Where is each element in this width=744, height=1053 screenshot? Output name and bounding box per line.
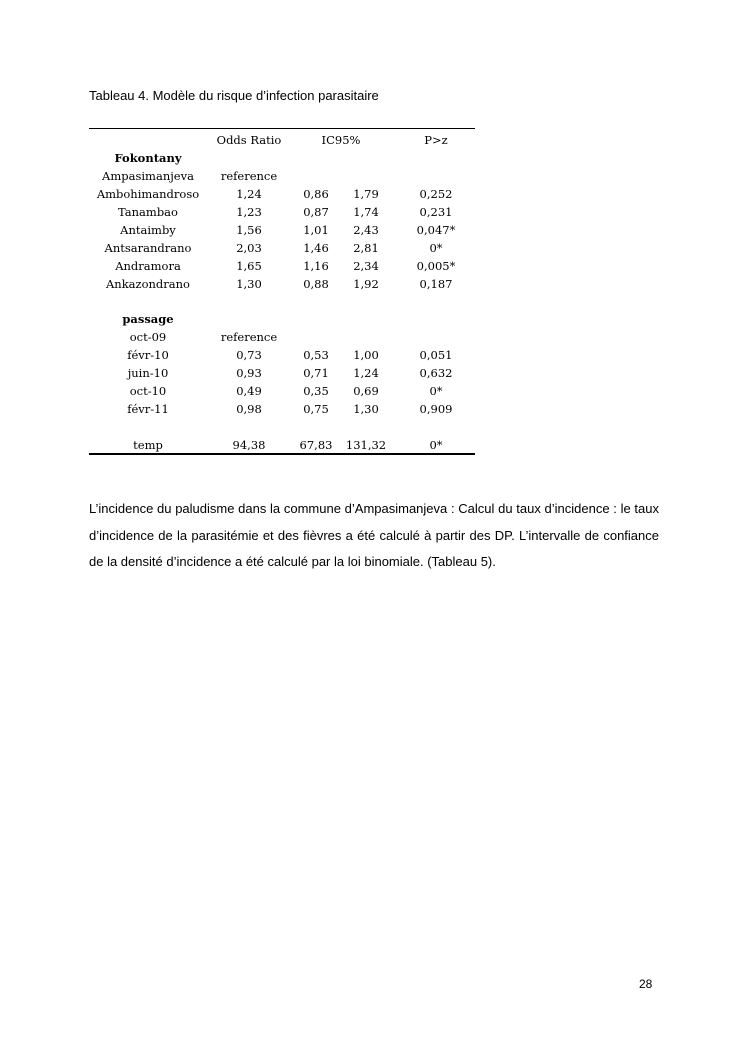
body-paragraph: L’incidence du paludisme dans la commune d’Ampasimanjeva : Calcul du taux d’incidence : le taux d’incidence de la parasitémie et des fièvres a été calculé à partir des DP. L’intervalle de confiance de la densité d’incidence a été calculé par la loi binomiale. (Tableau 5). bbox=[89, 501, 659, 569]
cell-or: 0,98 bbox=[236, 402, 262, 416]
cell-hi: 1,00 bbox=[353, 348, 379, 362]
header-odds-ratio: Odds Ratio bbox=[216, 133, 282, 147]
cell-or: reference bbox=[220, 330, 278, 344]
cell-p: 0,231 bbox=[419, 205, 453, 219]
cell-lo: 0,86 bbox=[303, 187, 329, 201]
cell-lo: 0,35 bbox=[303, 384, 329, 398]
cell-lo: 0,88 bbox=[303, 277, 329, 291]
table-row bbox=[89, 203, 475, 221]
cell-p: 0,632 bbox=[419, 366, 453, 380]
table-row bbox=[89, 436, 475, 454]
table-top-rule bbox=[89, 128, 475, 129]
cell-lo: 1,46 bbox=[303, 241, 329, 255]
cell-name: juin-10 bbox=[127, 366, 169, 380]
table-group-row bbox=[89, 149, 475, 167]
odds-ratio-table bbox=[89, 128, 475, 458]
cell-hi: 2,43 bbox=[353, 223, 379, 237]
cell-name: Ampasimanjeva bbox=[102, 169, 194, 183]
cell-name: févr-11 bbox=[127, 402, 169, 416]
cell-hi: 131,32 bbox=[345, 438, 387, 452]
cell-lo: 0,53 bbox=[303, 348, 329, 362]
cell-hi: 0,69 bbox=[353, 384, 379, 398]
cell-name: Fokontany bbox=[114, 151, 182, 165]
table-row bbox=[89, 221, 475, 239]
cell-name: Andramora bbox=[115, 259, 181, 273]
cell-hi: 1,79 bbox=[353, 187, 379, 201]
cell-name: Antaimby bbox=[120, 223, 176, 237]
table-row bbox=[89, 167, 475, 185]
cell-or: 1,24 bbox=[236, 187, 262, 201]
cell-or: 2,03 bbox=[236, 241, 262, 255]
cell-name: passage bbox=[122, 312, 174, 326]
table-row bbox=[89, 382, 475, 400]
table-row bbox=[89, 257, 475, 275]
cell-or: reference bbox=[220, 169, 278, 183]
cell-lo: 0,87 bbox=[303, 205, 329, 219]
cell-or: 94,38 bbox=[232, 438, 266, 452]
cell-or: 1,65 bbox=[236, 259, 262, 273]
cell-p: 0* bbox=[429, 438, 443, 452]
cell-hi: 2,34 bbox=[353, 259, 379, 273]
cell-p: 0,909 bbox=[419, 402, 453, 416]
header-pvalue: P>z bbox=[424, 133, 448, 147]
cell-or: 0,73 bbox=[236, 348, 262, 362]
table-bottom-rule bbox=[89, 453, 475, 455]
cell-or: 1,30 bbox=[236, 277, 262, 291]
table-row bbox=[89, 400, 475, 418]
cell-p: 0,051 bbox=[419, 348, 453, 362]
table-row bbox=[89, 328, 475, 346]
table-row bbox=[89, 364, 475, 382]
cell-name: oct-09 bbox=[129, 330, 167, 344]
table-caption: Tableau 4. Modèle du risque d’infection parasitaire bbox=[89, 88, 379, 103]
table-row bbox=[89, 185, 475, 203]
cell-p: 0,047* bbox=[416, 223, 456, 237]
cell-or: 1,56 bbox=[236, 223, 262, 237]
cell-or: 1,23 bbox=[236, 205, 262, 219]
page-number: 28 bbox=[639, 977, 653, 991]
cell-lo: 1,01 bbox=[303, 223, 329, 237]
table-row bbox=[89, 346, 475, 364]
cell-name: Tanambao bbox=[118, 205, 178, 219]
cell-hi: 1,30 bbox=[353, 402, 379, 416]
cell-lo: 0,75 bbox=[303, 402, 329, 416]
cell-lo: 0,71 bbox=[303, 366, 329, 380]
cell-or: 0,49 bbox=[236, 384, 262, 398]
cell-p: 0,187 bbox=[419, 277, 453, 291]
cell-lo: 67,83 bbox=[299, 438, 333, 452]
cell-hi: 2,81 bbox=[353, 241, 379, 255]
cell-name: févr-10 bbox=[127, 348, 169, 362]
cell-lo: 1,16 bbox=[303, 259, 329, 273]
cell-hi: 1,92 bbox=[353, 277, 379, 291]
cell-p: 0* bbox=[429, 384, 443, 398]
table-group-row bbox=[89, 310, 475, 328]
cell-or: 0,93 bbox=[236, 366, 262, 380]
cell-p: 0,252 bbox=[419, 187, 453, 201]
table-row bbox=[89, 275, 475, 293]
cell-p: 0,005* bbox=[416, 259, 456, 273]
cell-name: oct-10 bbox=[129, 384, 167, 398]
table-row bbox=[89, 239, 475, 257]
header-ic95: IC95% bbox=[321, 133, 361, 147]
cell-name: temp bbox=[133, 438, 163, 452]
cell-p: 0* bbox=[429, 241, 443, 255]
cell-hi: 1,74 bbox=[353, 205, 379, 219]
cell-name: Antsarandrano bbox=[104, 241, 192, 255]
cell-hi: 1,24 bbox=[353, 366, 379, 380]
cell-name: Ankazondrano bbox=[106, 277, 190, 291]
cell-name: Ambohimandroso bbox=[96, 187, 200, 201]
